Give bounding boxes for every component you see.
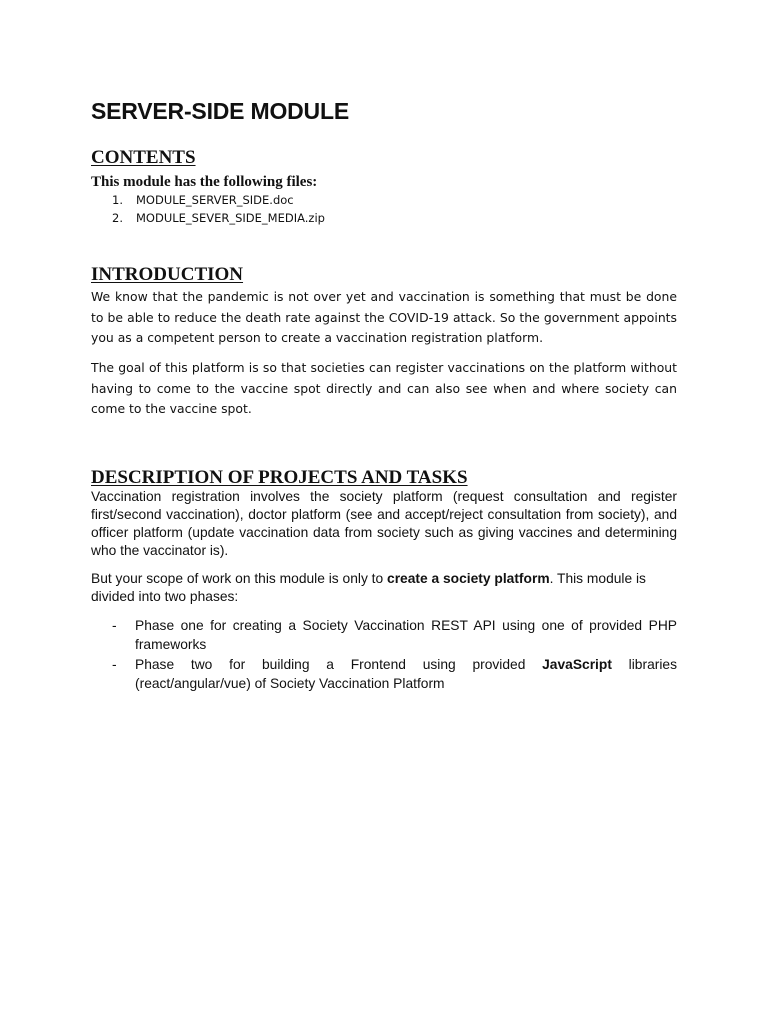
phase-text-before: Phase two for building a Frontend using provided [135, 657, 543, 672]
list-number: 1. [112, 193, 123, 207]
scope-text-before: But your scope of work on this module is only to [91, 571, 388, 586]
list-dash: - [112, 657, 117, 672]
introduction-paragraph: We know that the pandemic is not over yet and vaccination is something that must be done to be able to reduce the death rate against the COVID-19 attack. So the government appoints you as a competent person to create a vaccination registration platform. [91, 289, 677, 345]
phase-text-after: libraries (react/angular/vue) of Society Vaccination Platform [135, 657, 677, 691]
description-paragraph: Vaccination registration involves the society platform (request consultation and register first/second vaccination), doctor platform (see and accept/reject consultation from society), and officer platform (update vaccination data from society such as giving vaccines and determining who the vaccinator is). [91, 489, 677, 558]
list-item [112, 191, 325, 209]
scope-text-after: . This module is divided into two phases: [91, 571, 646, 604]
file-name: MODULE_SEVER_SIDE_MEDIA.zip [136, 211, 325, 225]
list-item [112, 655, 677, 693]
contents-heading: CONTENTS [91, 147, 196, 168]
file-list [112, 191, 325, 227]
phase-list [112, 616, 677, 694]
list-item [112, 209, 325, 227]
files-intro-text: This module has the following files: [91, 174, 318, 190]
list-item [112, 616, 677, 654]
phase-emphasis: JavaScript [542, 657, 612, 672]
list-number: 2. [112, 211, 123, 225]
document-title: SERVER-SIDE MODULE [91, 98, 349, 124]
introduction-heading: INTRODUCTION [91, 264, 244, 285]
file-name: MODULE_SERVER_SIDE.doc [136, 193, 294, 207]
introduction-paragraph: The goal of this platform is so that societies can register vaccinations on the platform without having to come to the vaccine spot directly and can also see when and where society can come to the vaccine spot. [91, 360, 677, 416]
description-heading: DESCRIPTION OF PROJECTS AND TASKS [91, 467, 468, 488]
phase-text: Phase one for creating a Society Vaccination REST API using one of provided PHP frameworks [135, 618, 677, 652]
scope-emphasis: create a society platform [387, 571, 550, 586]
list-dash: - [112, 618, 117, 633]
scope-paragraph [91, 570, 677, 606]
